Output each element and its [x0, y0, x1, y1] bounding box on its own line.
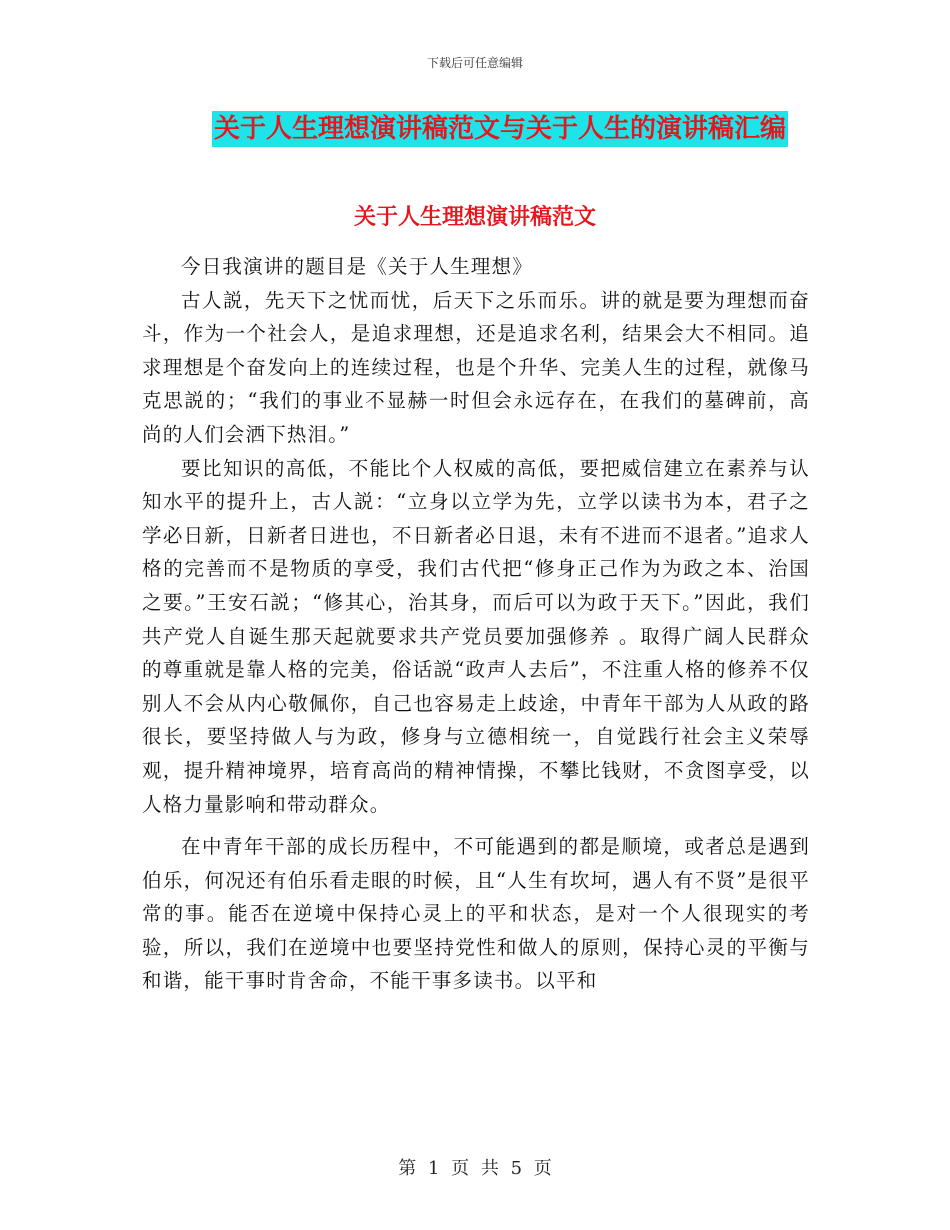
document-body — [142, 250, 810, 998]
paragraph-3: 要比知识的高低，不能比个人权威的高低，要把威信建立在素养与认知水平的提升上，古人説：“立身以立学为先，立学以读书为本，君子之学必日新，日新者日进也，不日新者必日退，未有不进而不退者。”追求人格的完善而不是物质的享受，我们古代把“修身正己作为为政之本、治国之要。”王安石説；“修其心，治其身，而后可以为政于天下。”因此，我们共产党人自诞生那天起就要求共产党员要加强修养 。取得广阔人民群众的尊重就是靠人格的完美，俗话説“政声人去后”，不注重人格的修养不仅别人不会从内心敬佩你，自己也容易走上歧途，中青年干部为人从政的路很长，要坚持做人与为政，修身与立德相统一，自觉践行社会主义荣辱观，提升精神境界，培育高尚的精神情操，不攀比钱财，不贪图享受，以人格力量影响和带动群众。 — [142, 456, 810, 816]
document-title: 关于人生理想演讲稿范文与关于人生的演讲稿汇编 — [212, 111, 788, 147]
page-footer: 第 1 页 共 5 页 — [398, 1158, 552, 1179]
paragraph-4: 在中青年干部的成长历程中，不可能遇到的都是顺境，或者总是遇到伯乐，何况还有伯乐看走眼的时候，且“人生有坎坷，遇人有不贤”是很平常的事。能否在逆境中保持心灵上的平和状态，是对一个人很现实的考验，所以，我们在逆境中也要坚持党性和做人的原则，保持心灵的平衡与和谐，能干事时肯舍命，不能干事多读书。以平和 — [142, 835, 810, 993]
paragraph-2: 古人説，先天下之忧而忧，后天下之乐而乐。讲的就是要为理想而奋斗，作为一个社会人，是追求理想，还是追求名利，结果会大不相同。追求理想是个奋发向上的连续过程，也是个升华、完美人生的过程，就像马克思説的；“我们的事业不显赫一时但会永远存在，在我们的墓碑前，高尚的人们会洒下热泪。” — [142, 288, 810, 446]
document-title-container — [0, 111, 950, 147]
section-title: 关于人生理想演讲稿范文 — [353, 204, 596, 230]
page-header-note: 下载后可任意编辑 — [426, 56, 523, 70]
paragraph-1: 今日我演讲的题目是《关于人生理想》 — [181, 255, 533, 278]
